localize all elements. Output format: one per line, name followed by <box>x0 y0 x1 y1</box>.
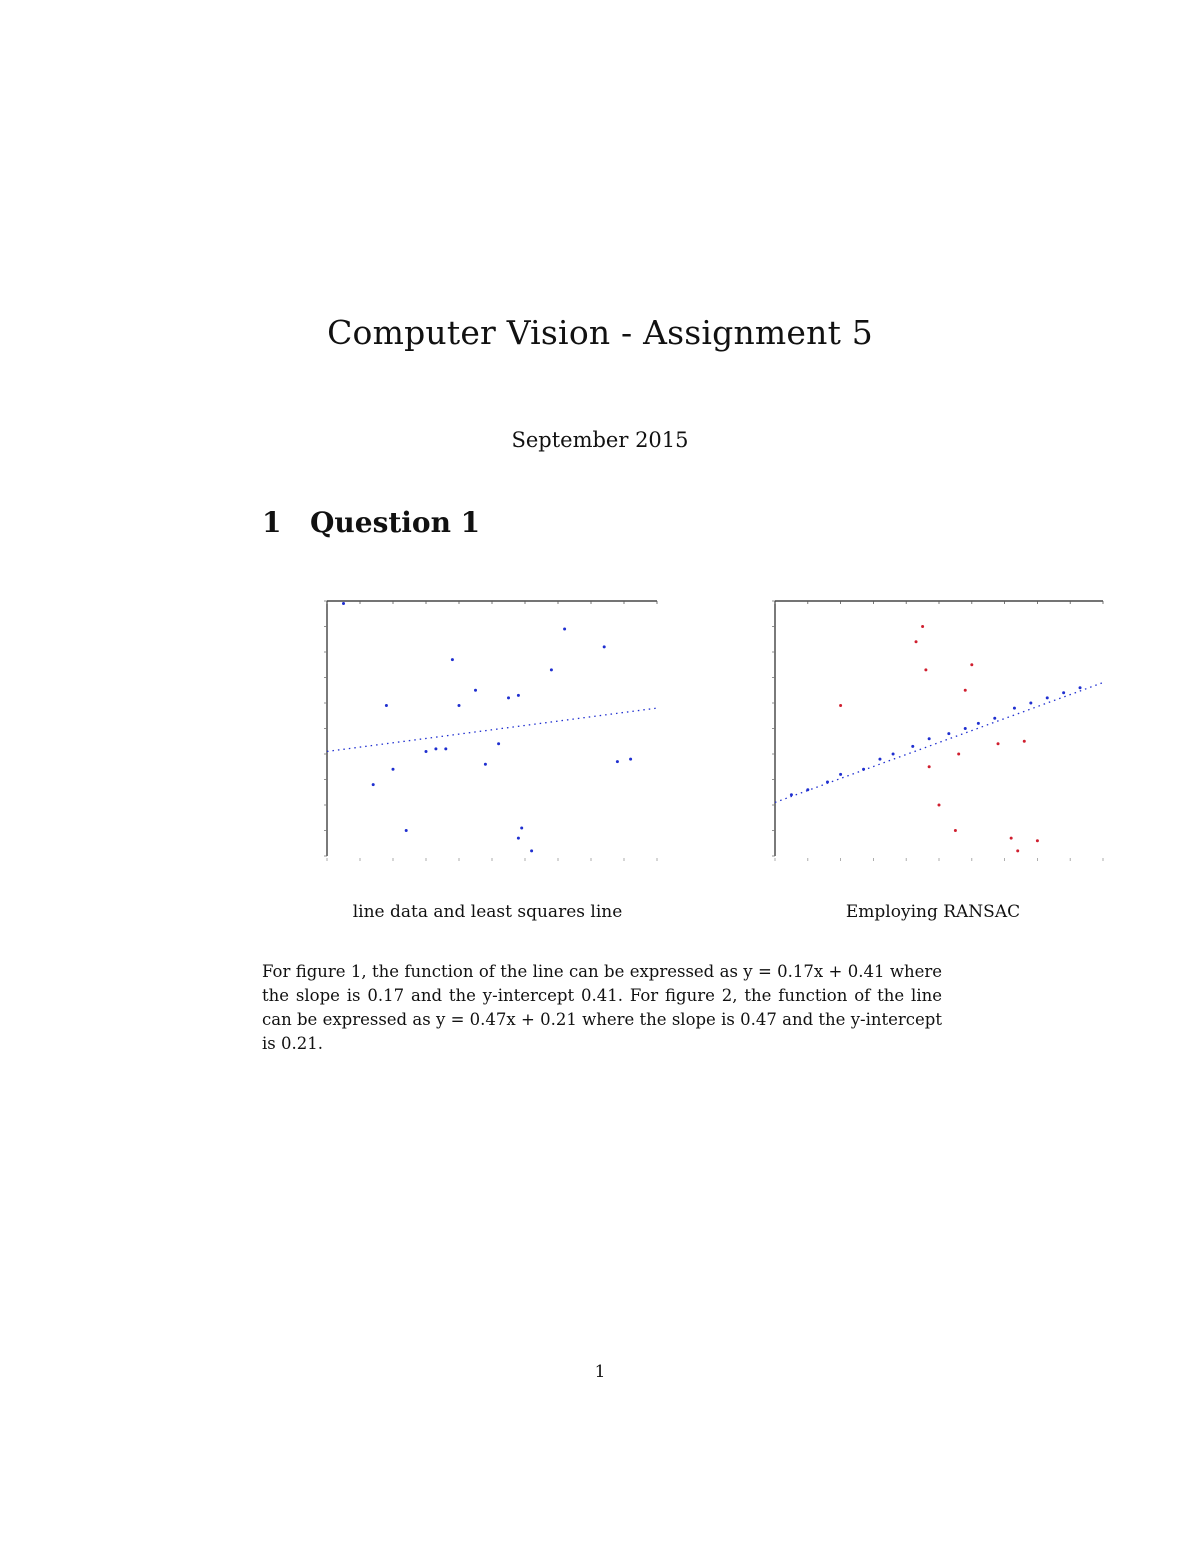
data-point <box>434 747 437 750</box>
page-number: 1 <box>594 1362 606 1382</box>
data-point <box>497 742 500 745</box>
outlier-point <box>928 765 931 768</box>
data-point <box>550 668 553 671</box>
data-point <box>392 768 395 771</box>
figure-1-least-squares-scatter <box>300 588 665 878</box>
inlier-point <box>1029 702 1032 705</box>
data-point <box>603 645 606 648</box>
figure-1-caption: line data and least squares line <box>352 902 623 922</box>
outlier-point <box>964 689 967 692</box>
data-point <box>474 689 477 692</box>
section-heading <box>262 506 480 539</box>
inlier-point <box>911 745 914 748</box>
inlier-point <box>862 768 865 771</box>
data-point <box>372 783 375 786</box>
outlier-point <box>997 742 1000 745</box>
figure-2-ransac-scatter <box>755 588 1115 878</box>
inlier-point <box>1046 696 1049 699</box>
data-point <box>458 704 461 707</box>
outlier-point <box>957 753 960 756</box>
data-point <box>385 704 388 707</box>
outlier-point <box>1036 839 1039 842</box>
inlier-point <box>1079 686 1082 689</box>
inlier-point <box>1062 691 1065 694</box>
outlier-point <box>938 804 941 807</box>
section-number: 1 <box>262 506 282 539</box>
document-date: September 2015 <box>511 428 689 452</box>
data-point <box>342 602 345 605</box>
data-point <box>629 758 632 761</box>
outlier-point <box>1016 849 1019 852</box>
data-point <box>517 694 520 697</box>
data-point <box>616 760 619 763</box>
outlier-point <box>921 625 924 628</box>
body-paragraph: For figure 1, the function of the line can be expressed as y = 0.17x + 0.41 where the slope is 0.17 and the y-intercept 0.41. For figure 2, the function of the line can be expressed as y = 0.47x + 0.21 where the slope is 0.47 and the y-intercept is 0.21. <box>262 961 942 1053</box>
outlier-point <box>839 704 842 707</box>
document-title: Computer Vision - Assignment 5 <box>327 313 873 352</box>
data-point <box>507 696 510 699</box>
data-point <box>563 628 566 631</box>
inlier-point <box>993 717 996 720</box>
inlier-point <box>790 793 793 796</box>
section-title: Question 1 <box>310 506 481 539</box>
outlier-point <box>1023 740 1026 743</box>
fit-line-2 <box>775 683 1103 803</box>
inlier-point <box>964 727 967 730</box>
outlier-point <box>954 829 957 832</box>
inlier-point <box>977 722 980 725</box>
outlier-point <box>970 663 973 666</box>
outlier-point <box>924 668 927 671</box>
inlier-point <box>928 737 931 740</box>
figure-2-caption: Employing RANSAC <box>845 902 1021 922</box>
inlier-point <box>806 788 809 791</box>
inlier-point <box>947 732 950 735</box>
inlier-point <box>878 758 881 761</box>
data-point <box>520 826 523 829</box>
data-point <box>405 829 408 832</box>
data-point <box>451 658 454 661</box>
fit-line-1 <box>327 708 657 751</box>
data-point <box>484 763 487 766</box>
inlier-point <box>892 753 895 756</box>
inlier-point <box>1013 707 1016 710</box>
outlier-point <box>1010 837 1013 840</box>
data-point <box>444 747 447 750</box>
data-point <box>530 849 533 852</box>
data-point <box>517 837 520 840</box>
inlier-point <box>826 781 829 784</box>
outlier-point <box>915 640 918 643</box>
data-point <box>425 750 428 753</box>
inlier-point <box>839 773 842 776</box>
